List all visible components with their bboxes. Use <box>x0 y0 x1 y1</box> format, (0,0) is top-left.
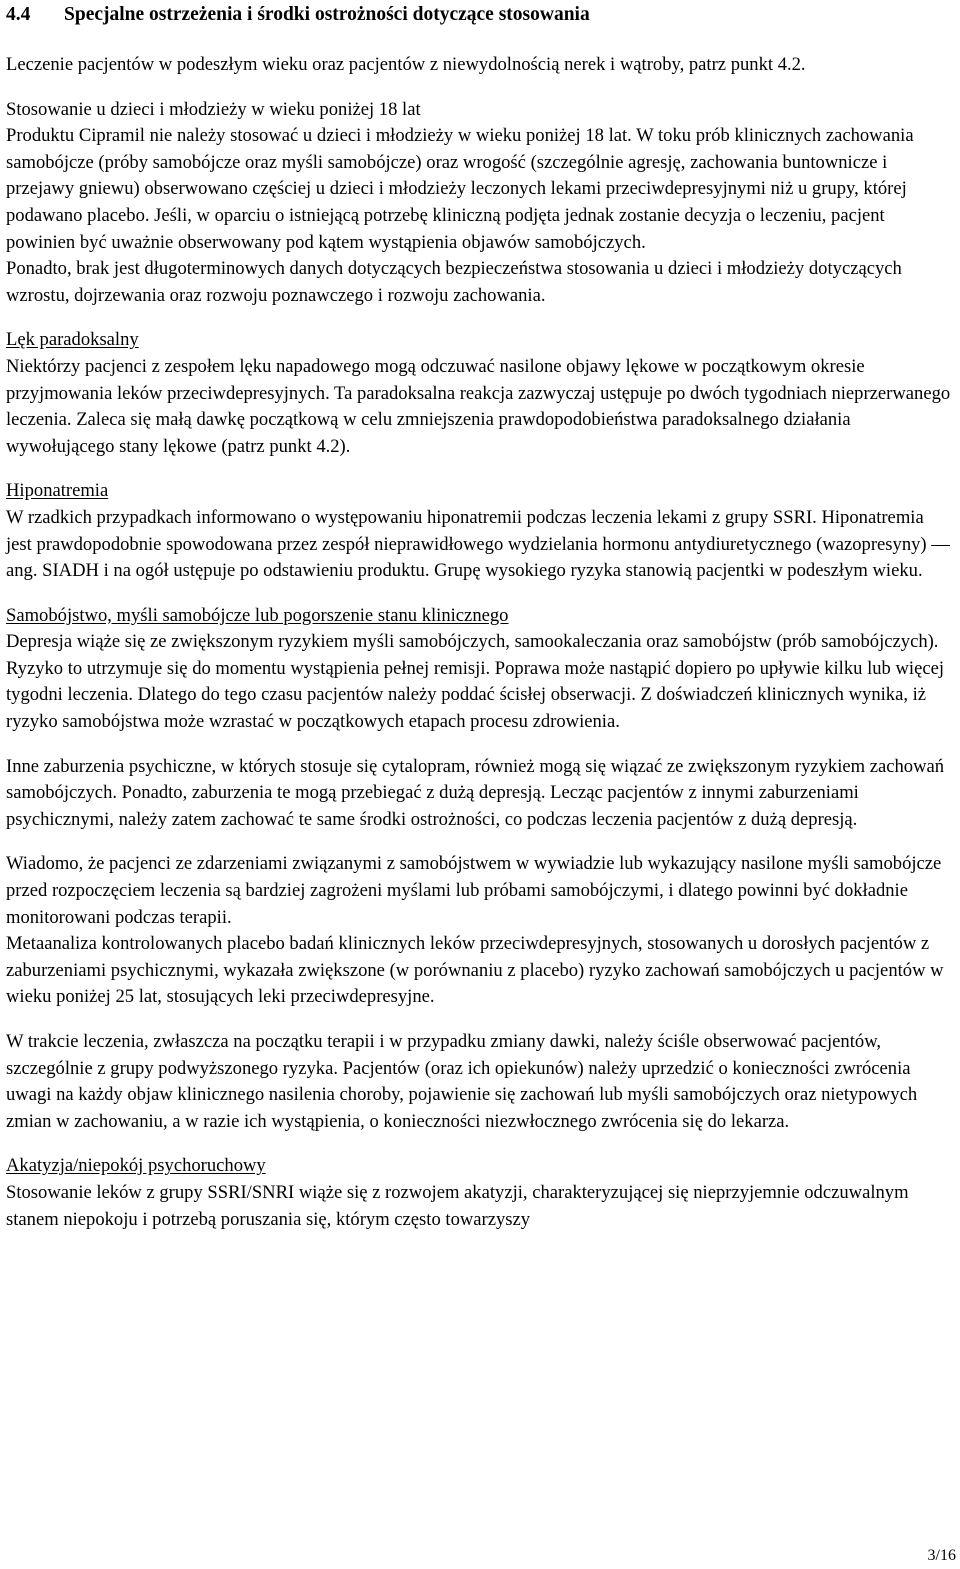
paragraph: Inne zaburzenia psychiczne, w których stosuje się cytalopram, również mogą się wiązać ze zwiększonym ryzykiem zachowań samobójczych. Ponadto, zaburzenia te mogą przebiegać z dużą depresją. Lecząc pacjentów z innymi zaburzeniami psychicznymi, należy zatem zachować te same środki ostrożności, co podczas leczenia pacjentów z dużą depresją. <box>6 755 945 830</box>
paragraph: Produktu Cipramil nie należy stosować u dzieci i młodzieży w wieku poniżej 18 lat. W toku prób klinicznych zachowania samobójcze (próby samobójcze oraz myśli samobójcze) oraz wrogość (szczególnie agresję, zachowania buntownicze i przejawy gniewu) obserwowano częściej u dzieci i młodzieży leczonych lekami przeciwdepresyjnymi niż u grupy, której podawano placebo. Jeśli, w oparciu o istniejącą potrzebę kliniczną podjęta jednak zostanie decyzja o leczeniu, pacjent powinien być uważnie obserwowany pod kątem wystąpienia objawów samobójczych. <box>6 125 914 253</box>
paragraph: Depresja wiąże się ze zwiększonym ryzykiem myśli samobójczych, samookaleczania oraz samobójstw (prób samobójczych). Ryzyko to utrzymuje się do momentu wystąpienia pełnej remisji. Poprawa może nastąpić dopiero po upływie kilku lub więcej tygodni leczenia. Dlatego do tego czasu pacjentów należy poddać ścisłej obserwacji. Z doświadczeń klinicznych wynika, iż ryzyko samobójstwa może wzrastać w początkowych etapach procesu zdrowienia. <box>6 631 945 733</box>
paragraph-spacer <box>6 309 952 327</box>
section-heading <box>6 2 590 28</box>
paragraph-spacer <box>6 79 952 97</box>
document-body <box>6 52 952 1233</box>
subsection-heading: Hiponatremia <box>6 480 109 502</box>
paragraph: Ponadto, brak jest długoterminowych danych dotyczących bezpieczeństwa stosowania u dzieci i młodzieży dotyczących wzrostu, dojrzewania oraz rozwoju poznawczego i rozwoju zachowania. <box>6 258 902 306</box>
paragraph: Niektórzy pacjenci z zespołem lęku napadowego mogą odczuwać nasilone objawy lękowe w początkowym okresie przyjmowania leków przeciwdepresyjnych. Ta paradoksalna reakcja zazwyczaj ustępuje po dwóch tygodniach nieprzerwanego leczenia. Zaleca się małą dawkę początkową w celu zmniejszenia prawdopodobieństwa paradoksalnego działania wywołującego stany lękowe (patrz punkt 4.2). <box>6 355 951 457</box>
paragraph-spacer <box>6 736 952 754</box>
subsection-heading-line <box>6 1153 952 1180</box>
paragraph: Stosowanie u dzieci i młodzieży w wieku poniżej 18 lat <box>6 98 421 120</box>
paragraph: Wiadomo, że pacjenci ze zdarzeniami związanymi z samobójstwem w wywiadzie lub wykazujący nasilone myśli samobójcze przed rozpoczęciem leczenia są bardziej zagrożeni myślami lub próbami samobójczymi, i dlatego powinni być dokładnie monitorowani podczas terapii. <box>6 853 942 928</box>
section-title: Specjalne ostrzeżenia i środki ostrożności dotyczące stosowania <box>64 4 590 25</box>
paragraph: W rzadkich przypadkach informowano o występowaniu hiponatremii podczas leczenia lekami z grupy SSRI. Hiponatremia jest prawdopodobnie spowodowana przez zespół nieprawidłowego wydzielania hormonu antydiuretycznego (wazopresyny) — ang. SIADH i na ogół ustępuje po odstawieniu produktu. Grupę wysokiego ryzyka stanowią pacjentki w podeszłym wieku. <box>6 506 950 582</box>
subsection-heading-line <box>6 478 952 505</box>
subsection-heading-line <box>6 603 952 630</box>
paragraph: Stosowanie leków z grupy SSRI/SNRI wiąże się z rozwojem akatyzji, charakteryzującej się nieprzyjemnie odczuwalnym stanem niepokoju i potrzebą poruszania się, którym często towarzyszy <box>6 1181 909 1230</box>
section-number: 4.4 <box>6 4 31 25</box>
paragraph: Metaanaliza kontrolowanych placebo badań klinicznych leków przeciwdepresyjnych, stosowanych u dorosłych pacjentów z zaburzeniami psychicznymi, wykazała zwiększone (w porównaniu z placebo) ryzyko zachowań samobójczych u pacjentów w wieku poniżej 25 lat, stosujących leki przeciwdepresyjne. <box>6 933 944 1008</box>
paragraph-spacer <box>6 460 952 478</box>
subsection-heading: Akatyzja/niepokój psychoruchowy <box>6 1155 266 1177</box>
paragraph-spacer <box>6 1011 952 1029</box>
subsection-heading: Samobójstwo, myśli samobójcze lub pogorszenie stanu klinicznego <box>6 604 509 626</box>
paragraph-spacer <box>6 833 952 851</box>
paragraph-spacer <box>6 1135 952 1153</box>
subsection-heading-line <box>6 327 952 354</box>
paragraph: Leczenie pacjentów w podeszłym wieku oraz pacjentów z niewydolnością nerek i wątroby, patrz punkt 4.2. <box>6 54 806 75</box>
page-number: 3/16 <box>927 1547 956 1564</box>
subsection-heading: Lęk paradoksalny <box>6 329 139 351</box>
paragraph: W trakcie leczenia, zwłaszcza na początku terapii i w przypadku zmiany dawki, należy ściśle obserwować pacjentów, szczególnie z grupy podwyższonego ryzyka. Pacjentów (oraz ich opiekunów) należy uprzedzić o konieczności zwrócenia uwagi na każdy objaw klinicznego nasilenia choroby, pojawienie się zachowań lub myśli samobójczych oraz nietypowych zmian w zachowaniu, a w razie ich wystąpienia, o konieczności niezwłocznego zwrócenia się do lekarza. <box>6 1031 918 1132</box>
paragraph-spacer <box>6 585 952 603</box>
